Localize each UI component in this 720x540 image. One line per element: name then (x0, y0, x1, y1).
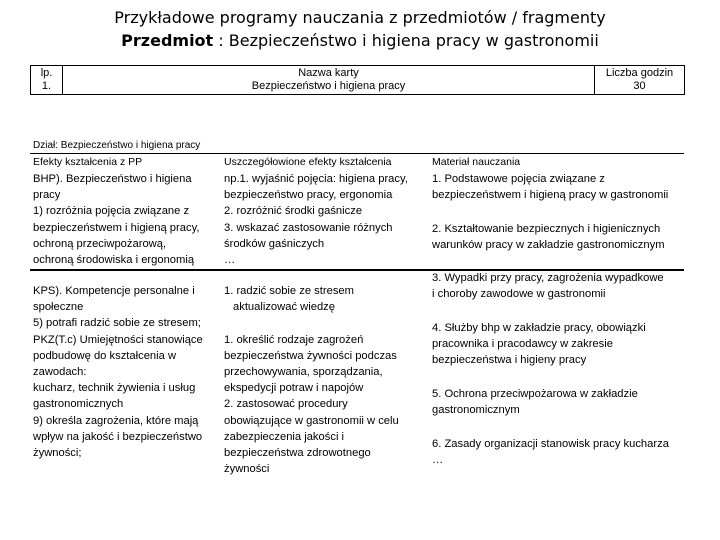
text-line: warunków pracy w zakładzie gastronomicznym (432, 239, 665, 252)
lp-cell (31, 66, 63, 95)
text-line: KPS). Kompetencje personalne i (33, 285, 195, 297)
text-line: ekspedycji potraw i napojów (224, 382, 364, 395)
divider-line (30, 153, 684, 154)
text-line: 2. zastosować procedury (224, 398, 348, 411)
text-line: kucharz, technik żywienia i usług (33, 382, 196, 395)
text-line: 1. radzić sobie ze stresem (224, 285, 354, 297)
text-line (224, 315, 399, 331)
text-line: bezpieczeństwem i higieną pracy w gastronomii (432, 189, 669, 202)
subject-title (0, 31, 720, 50)
text-line: zabezpieczenia jakości i (224, 430, 345, 443)
text-line: bezpieczeństwem i higieną pracy, (33, 221, 200, 234)
text-line: bezpieczeństwa i higieny pracy (432, 354, 587, 367)
material-item-3 (432, 270, 664, 302)
text-line: bezpieczeństwa żywności podczas (224, 349, 397, 362)
text-line: środków gaśniczych (224, 237, 325, 250)
text-line: pracownika i pracodawcy w zakresie (432, 338, 613, 351)
text-line: 6. Zasady organizacji stanowisk pracy kucharza (432, 438, 669, 450)
text-line: ochroną przeciwpożarową, (33, 237, 167, 250)
text-line: 5) potrafi radzić sobie ze stresem; (33, 317, 201, 330)
subject-name: : Bezpieczeństwo i higiena pracy w gastronomii (218, 31, 599, 50)
card-name-header: Nazwa karty (298, 67, 359, 79)
text-line: bezpieczeństwo pracy, ergonomia (224, 189, 393, 202)
hours-header: Liczba godzin (605, 67, 674, 79)
text-line: żywności (224, 463, 270, 476)
lp-value: 1. (41, 80, 52, 92)
text-line: aktualizować wiedzę (233, 301, 335, 314)
text-line: społeczne (33, 301, 84, 314)
text-line: 2. Kształtowanie bezpiecznych i higienicznych (432, 223, 661, 235)
text-line: bezpieczeństwa zdrowotnego (224, 446, 371, 459)
material-item-2 (432, 221, 665, 253)
text-line: gastronomicznym (432, 404, 520, 417)
card-name-cell (63, 66, 595, 95)
hours-value: 30 (633, 80, 646, 92)
text-line: 9) określa zagrożenia, które mają (33, 414, 199, 427)
text-line: zawodach: (33, 365, 87, 378)
detailed-block-1 (224, 171, 408, 268)
text-line: gastronomicznych (33, 398, 124, 411)
text-line: wpływ na jakość i bezpieczeństwo (33, 430, 203, 443)
text-line: 3. wskazać zastosowanie różnych (224, 221, 393, 234)
text-line: ochroną środowiska i ergonomią (33, 253, 195, 266)
text-line: obowiązujące w gastronomii w celu (224, 414, 399, 427)
text-line: … (432, 454, 444, 467)
subject-label: Przedmiot (121, 31, 214, 50)
effects-block-1 (33, 171, 199, 268)
text-line: … (224, 253, 236, 266)
detailed-block-2 (224, 283, 399, 477)
effects-column-header: Efekty kształcenia z PP (33, 156, 143, 168)
text-line: żywności; (33, 446, 82, 459)
text-line: 1) rozróżnia pojęcia związane z (33, 205, 190, 218)
text-line: 5. Ochrona przeciwpożarowa w zakładzie (432, 388, 638, 400)
text-line: pracy (33, 189, 61, 202)
text-line: 1. określić rodzaje zagrożeń (224, 333, 364, 346)
text-line: 4. Służby bhp w zakładzie pracy, obowiązki (432, 322, 646, 334)
lp-header: lp. (40, 67, 53, 79)
material-item-4 (432, 320, 646, 369)
text-line: PKZ(T.c) Umiejętności stanowiące (33, 333, 203, 346)
hours-cell (595, 66, 685, 95)
effects-block-2 (33, 283, 203, 461)
detailed-column-header: Uszczegółowione efekty kształcenia (224, 156, 392, 168)
text-line: BHP). Bezpieczeństwo i higiena (33, 173, 192, 185)
text-line: 1. Podstawowe pojęcia związane z (432, 173, 605, 185)
text-line: 2. rozróżnić środki gaśnicze (224, 205, 363, 218)
text-line: np.1. wyjaśnić pojęcia: higiena pracy, (224, 173, 408, 185)
text-line: przechowywania, sporządzania, (224, 365, 383, 378)
material-item-1 (432, 171, 668, 203)
material-item-5 (432, 386, 638, 418)
material-item-6 (432, 436, 669, 468)
header-table (30, 65, 685, 95)
section-label: Dział: Bezpieczeństwo i higiena pracy (33, 140, 201, 151)
text-line: podbudowę do kształcenia w (33, 349, 177, 362)
text-line: 3. Wypadki przy pracy, zagrożenia wypadkowe (432, 272, 664, 284)
page-title: Przykładowe programy nauczania z przedmiotów / fragmenty (114, 8, 606, 27)
card-name-value: Bezpieczeństwo i higiena pracy (251, 80, 406, 92)
text-line: i choroby zawodowe w gastronomii (432, 288, 606, 301)
material-column-header: Materiał nauczania (432, 156, 521, 168)
